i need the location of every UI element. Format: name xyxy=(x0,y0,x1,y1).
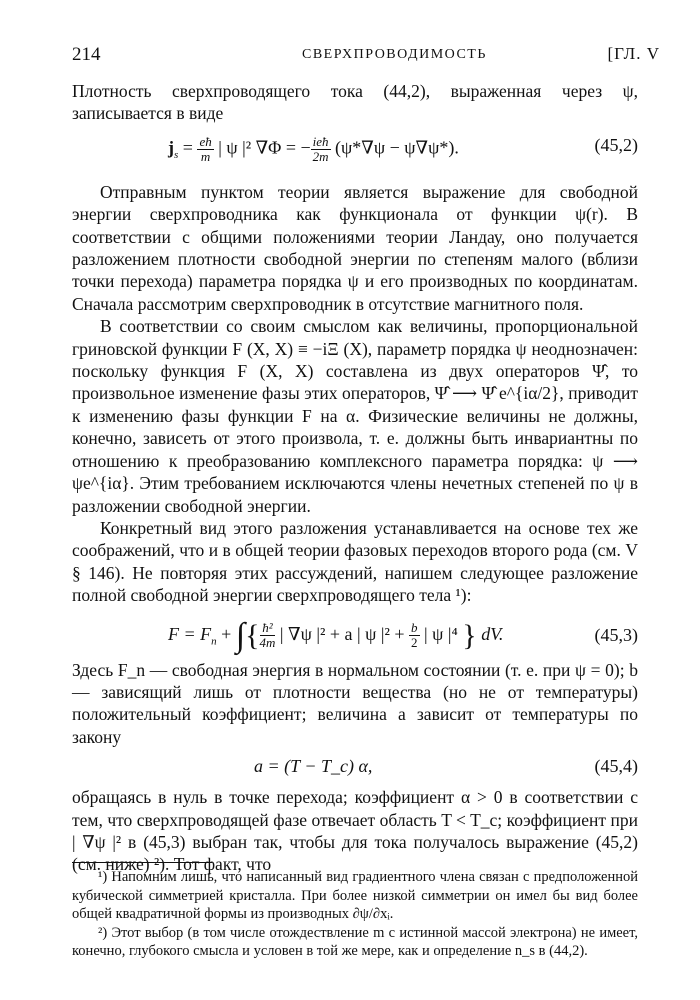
chapter-label: [ГЛ. V xyxy=(607,44,660,63)
paragraph-6: обращаясь в нуль в точке перехода; коэффициент α > 0 в соответствии с тем, что сверхпроводящей фазе отвечает область T < T_c; коэффициент при | ∇ψ |² в (45,3) выбран так, чтобы для тока получалось выражение (45,2) (см. ниже) ²). Тот факт, что xyxy=(72,787,638,875)
equation-45-2: $j_s$ = $\frac{eħ}{m}$ | ψ |² ∇Φ = − $\frac{\text{ieħ}}{2m}$ (ψ*∇ψ − ψ∇ψ*). (45,2) xyxy=(168,133,638,164)
running-header xyxy=(72,44,660,68)
paragraph-1: Плотность сверхпроводящего тока (44,2), выраженная через ψ, записывается в виде xyxy=(72,81,638,124)
equation-number: (45,3) xyxy=(594,624,638,645)
footnotes xyxy=(72,868,638,961)
paragraph-3: В соответствии со своим смыслом как величины, пропорциональной гриновской функции F (X, X) ≡ −iΞ (X), параметр порядка ψ неоднозначен: поскольку функция F (X, X) составлена из двух операторов Ψ̂, то произвольное изменение фазы этих операторов, Ψ̂ ⟶ Ψ̂ e^{iα/2}, приводит к изменению фазы функции F на α. Физические величины не должны, конечно, зависеть от этого произвола, т. е. должны быть инвариантны по отношению к преобразованию комплексного параметра порядка: ψ ⟶ ψe^{iα}. Этим требованием исключаются члены нечетных степеней по ψ в разложении свободной энергии. xyxy=(72,316,638,516)
eq2-frac-1: $\frac{\text{ħ²}}{4m}$ xyxy=(259,620,276,651)
equation-number: (45,4) xyxy=(594,756,638,777)
main-text xyxy=(72,80,638,876)
eq2-frac-2: $\frac{b}{2}$ xyxy=(411,620,418,651)
footnote-1: ¹) Напомним лишь, что написанный вид градиентного члена связан с предположенной кубической симметрией кристалла. При более низкой симметрии он имел бы вид более общей квадратичной формы из производных ∂ψ/∂xᵢ. xyxy=(72,869,638,922)
paragraph-5: Здесь F_n — свободная энергия в нормальном состоянии (т. е. при ψ = 0); b — зависящий лишь от плотности вещества (но не от температуры) положительный коэффициент; величина a зависит от температуры по закону xyxy=(72,659,638,747)
eq1-frac-1: $\frac{eħ}{m}$ xyxy=(199,133,212,164)
paragraph-4: Конкретный вид этого разложения устанавливается на основе тех же соображений, что и в общей теории фазовых переходов второго рода (см. V § 146). Не повторяя этих рассуждений, напишем следующее разложение полной свободной энергии сверхпроводящего тела ¹): xyxy=(72,517,638,606)
equation-45-4: a = (T − T_c) α, (45,4) xyxy=(254,756,638,777)
page-number: 214 xyxy=(72,44,101,65)
footnote-2: ²) Этот выбор (в том числе отождествление m с истинной массой электрона) не имеет, конечно, глубокого смысла и условен в той же мере, как и определение n_s в (44,2). xyxy=(72,924,638,959)
running-title: СВЕРХПРОВОДИМОСТЬ xyxy=(302,47,487,62)
eq1-frac-2: $\frac{\text{ieħ}}{2m}$ xyxy=(312,133,329,164)
equation-45-3: $F = F_n$ + ∫{ $\frac{\text{ħ²}}{4m}$ | ∇ψ |² + a | ψ |² + $\frac{b}{2}$ | ψ |⁴ } dV. (45,3) xyxy=(168,616,638,654)
footnote-rule xyxy=(72,862,212,863)
equation-number: (45,2) xyxy=(594,134,638,155)
eq1-current: j xyxy=(168,137,174,158)
paragraph-2: Отправным пунктом теории является выражение для свободной энергии сверхпроводника как функционала от функции ψ(r). В соответствии с общими положениями теории Ландау, оно получается разложением плотности свободной энергии по степеням малого (вблизи точки перехода) параметра порядка ψ и его производных по координатам. Сначала рассмотрим сверхпроводник в отсутствие магнитного поля. xyxy=(72,181,638,314)
